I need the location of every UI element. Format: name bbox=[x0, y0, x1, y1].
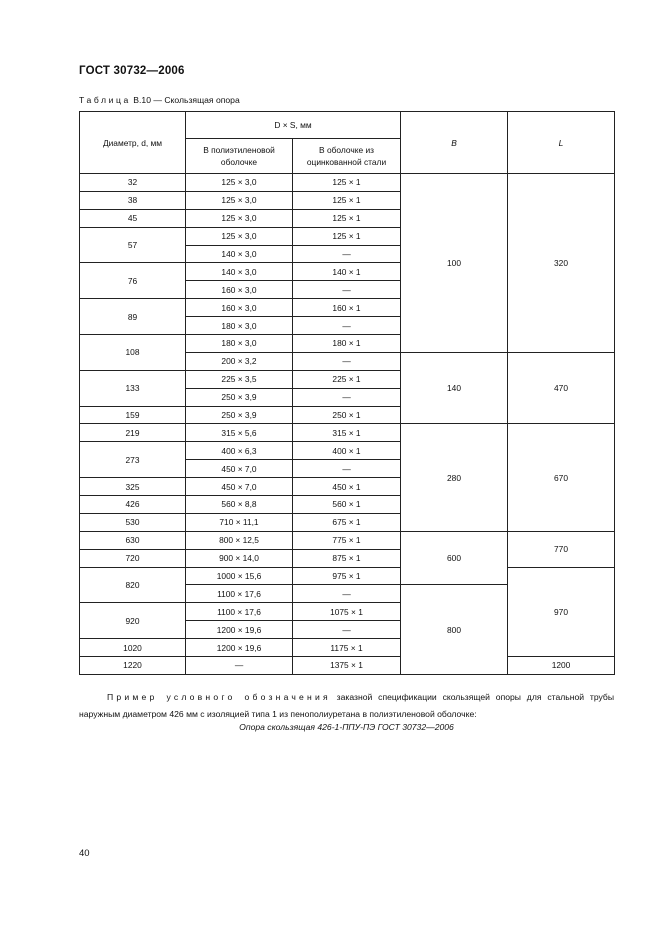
diameter-cell: 720 bbox=[80, 549, 186, 567]
steel-cell: 1075 × 1 bbox=[293, 603, 401, 621]
steel-cell: 225 × 1 bbox=[293, 370, 401, 388]
document-header: ГОСТ 30732—2006 bbox=[79, 65, 185, 77]
pe-cell: 160 × 3,0 bbox=[186, 281, 293, 299]
header-pe-sheath: В полиэтиленовой оболочке bbox=[186, 139, 293, 174]
page-number: 40 bbox=[79, 848, 90, 859]
steel-cell: 315 × 1 bbox=[293, 424, 401, 442]
pe-cell: 800 × 12,5 bbox=[186, 531, 293, 549]
steel-cell: 125 × 1 bbox=[293, 209, 401, 227]
table-caption-title: В.10 — Скользящая опора bbox=[130, 95, 240, 105]
pe-cell: 560 × 8,8 bbox=[186, 496, 293, 514]
table-row bbox=[80, 424, 615, 442]
diameter-cell: 32 bbox=[80, 174, 186, 192]
header-l: L bbox=[508, 112, 615, 174]
pe-cell: 450 × 7,0 bbox=[186, 460, 293, 478]
header-diameter: Диаметр, d, мм bbox=[80, 112, 186, 174]
steel-cell: 180 × 1 bbox=[293, 335, 401, 353]
l-cell: 320 bbox=[508, 174, 615, 353]
pe-cell: 200 × 3,2 bbox=[186, 352, 293, 370]
steel-cell: 125 × 1 bbox=[293, 174, 401, 192]
pe-cell: 400 × 6,3 bbox=[186, 442, 293, 460]
table-caption-prefix: Таблица bbox=[79, 95, 131, 105]
steel-cell: 560 × 1 bbox=[293, 496, 401, 514]
diameter-cell: 159 bbox=[80, 406, 186, 424]
steel-cell: 400 × 1 bbox=[293, 442, 401, 460]
pe-cell: 140 × 3,0 bbox=[186, 263, 293, 281]
steel-cell: — bbox=[293, 352, 401, 370]
pe-cell: 180 × 3,0 bbox=[186, 317, 293, 335]
steel-cell: 1375 × 1 bbox=[293, 657, 401, 675]
diameter-cell: 38 bbox=[80, 191, 186, 209]
pe-cell: 140 × 3,0 bbox=[186, 245, 293, 263]
pe-cell: 225 × 3,5 bbox=[186, 370, 293, 388]
steel-cell: — bbox=[293, 388, 401, 406]
steel-cell: 125 × 1 bbox=[293, 227, 401, 245]
steel-cell: 875 × 1 bbox=[293, 549, 401, 567]
pe-cell: 450 × 7,0 bbox=[186, 478, 293, 496]
table-row bbox=[80, 174, 615, 192]
diameter-cell: 630 bbox=[80, 531, 186, 549]
diameter-cell: 530 bbox=[80, 513, 186, 531]
diameter-cell: 219 bbox=[80, 424, 186, 442]
steel-cell: 450 × 1 bbox=[293, 478, 401, 496]
diameter-cell: 133 bbox=[80, 370, 186, 406]
steel-cell: — bbox=[293, 245, 401, 263]
designation-example-paragraph bbox=[79, 689, 614, 723]
example-text: заказной спецификации скользящей опоры для стальной трубы наружным диаметром 426 мм с изоляцией типа 1 из пенополиуретана в полиэтиленовой оболочке: bbox=[79, 692, 615, 719]
l-cell: 770 bbox=[508, 531, 615, 567]
pe-cell: 125 × 3,0 bbox=[186, 209, 293, 227]
pe-cell: 125 × 3,0 bbox=[186, 227, 293, 245]
pe-cell: — bbox=[186, 657, 293, 675]
example-lead: Пример условного обозначения bbox=[107, 692, 331, 702]
diameter-cell: 1020 bbox=[80, 639, 186, 657]
diameter-cell: 920 bbox=[80, 603, 186, 639]
steel-cell: 1175 × 1 bbox=[293, 639, 401, 657]
pe-cell: 250 × 3,9 bbox=[186, 388, 293, 406]
steel-cell: — bbox=[293, 585, 401, 603]
l-cell: 670 bbox=[508, 424, 615, 531]
header-ds: D × S, мм bbox=[186, 112, 401, 139]
diameter-cell: 57 bbox=[80, 227, 186, 263]
steel-cell: — bbox=[293, 317, 401, 335]
steel-cell: — bbox=[293, 460, 401, 478]
header-b: B bbox=[401, 112, 508, 174]
b-cell: 140 bbox=[401, 352, 508, 424]
pe-cell: 180 × 3,0 bbox=[186, 335, 293, 353]
diameter-cell: 426 bbox=[80, 496, 186, 514]
pe-cell: 160 × 3,0 bbox=[186, 299, 293, 317]
diameter-cell: 1220 bbox=[80, 657, 186, 675]
table-row bbox=[80, 567, 615, 585]
pe-cell: 125 × 3,0 bbox=[186, 191, 293, 209]
b-cell: 280 bbox=[401, 424, 508, 531]
b-cell: 100 bbox=[401, 174, 508, 353]
steel-cell: 975 × 1 bbox=[293, 567, 401, 585]
steel-cell: 675 × 1 bbox=[293, 513, 401, 531]
table-row bbox=[80, 531, 615, 549]
pe-cell: 900 × 14,0 bbox=[186, 549, 293, 567]
pe-cell: 1200 × 19,6 bbox=[186, 639, 293, 657]
steel-cell: 775 × 1 bbox=[293, 531, 401, 549]
diameter-cell: 89 bbox=[80, 299, 186, 335]
diameter-cell: 325 bbox=[80, 478, 186, 496]
l-cell: 470 bbox=[508, 352, 615, 424]
diameter-cell: 273 bbox=[80, 442, 186, 478]
table-row bbox=[80, 657, 615, 675]
b-cell: 800 bbox=[401, 585, 508, 674]
diameter-cell: 45 bbox=[80, 209, 186, 227]
steel-cell: — bbox=[293, 621, 401, 639]
pe-cell: 1200 × 19,6 bbox=[186, 621, 293, 639]
steel-cell: — bbox=[293, 281, 401, 299]
table-caption bbox=[79, 95, 240, 105]
designation-example: Опора скользящая 426-1-ППУ-ПЭ ГОСТ 30732—2006 bbox=[239, 722, 454, 732]
pe-cell: 1100 × 17,6 bbox=[186, 603, 293, 621]
pe-cell: 125 × 3,0 bbox=[186, 174, 293, 192]
steel-cell: 140 × 1 bbox=[293, 263, 401, 281]
diameter-cell: 108 bbox=[80, 335, 186, 371]
steel-cell: 125 × 1 bbox=[293, 191, 401, 209]
diameter-cell: 820 bbox=[80, 567, 186, 603]
support-dimensions-table bbox=[79, 111, 615, 675]
pe-cell: 1100 × 17,6 bbox=[186, 585, 293, 603]
pe-cell: 315 × 5,6 bbox=[186, 424, 293, 442]
pe-cell: 250 × 3,9 bbox=[186, 406, 293, 424]
l-cell: 1200 bbox=[508, 657, 615, 675]
l-cell: 970 bbox=[508, 567, 615, 656]
header-steel-sheath: В оболочке из оцинкованной стали bbox=[293, 139, 401, 174]
b-cell: 600 bbox=[401, 531, 508, 585]
diameter-cell: 76 bbox=[80, 263, 186, 299]
steel-cell: 160 × 1 bbox=[293, 299, 401, 317]
steel-cell: 250 × 1 bbox=[293, 406, 401, 424]
pe-cell: 710 × 11,1 bbox=[186, 513, 293, 531]
pe-cell: 1000 × 15,6 bbox=[186, 567, 293, 585]
